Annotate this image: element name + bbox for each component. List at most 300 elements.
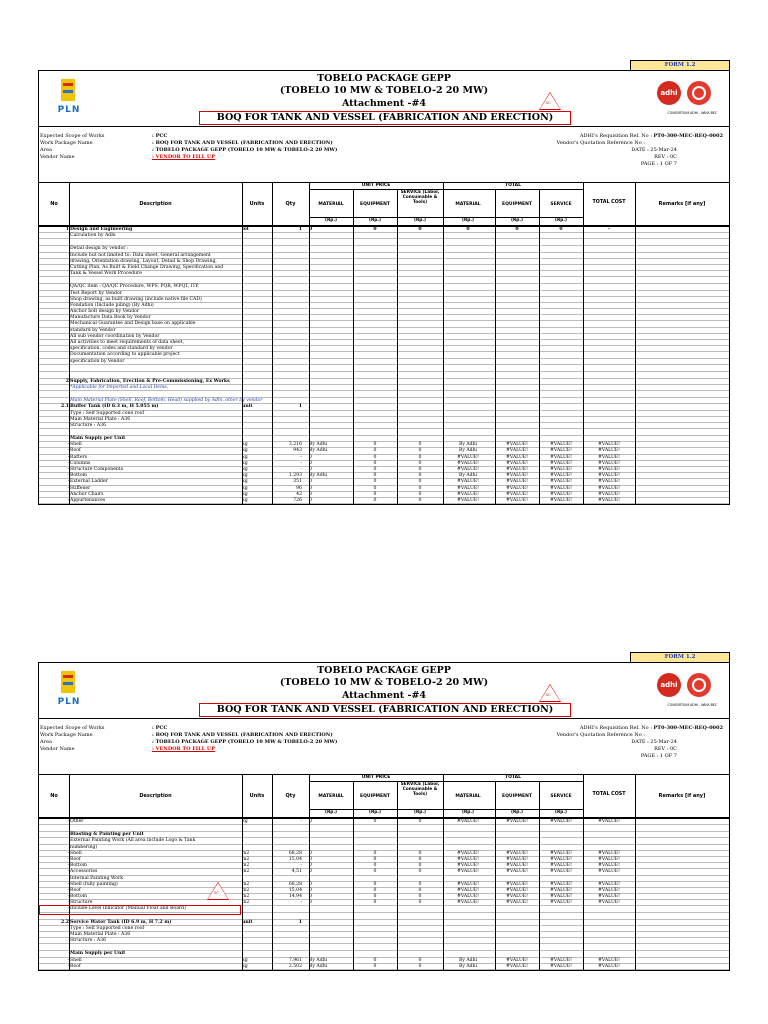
grid-line: [539, 227, 540, 504]
cell-desc: All sub vendor coordination by Vendor: [70, 333, 160, 339]
cell-ts: #VALUE!: [549, 485, 573, 491]
cell-tt: #VALUE!: [597, 497, 621, 503]
cell-desc: Anchor Chairs: [70, 491, 104, 497]
cell-no: -: [67, 856, 69, 862]
cell-ts: #VALUE!: [549, 819, 573, 824]
req-label: ADHI's Requisition Ref. No :: [579, 133, 652, 139]
rp-label: (Rp.): [369, 810, 381, 815]
cell-sv: 0: [418, 485, 422, 491]
cell-desc: Test Report by Vendor: [70, 290, 122, 296]
cell-qty: 15,04: [288, 887, 302, 893]
cell-unit: m2: [242, 863, 250, 869]
cell-tt: #VALUE!: [597, 887, 621, 893]
cell-no: -: [67, 497, 69, 503]
date-value: DATE : 25-Mar-24: [631, 147, 677, 153]
cell-tm: 0: [466, 227, 470, 232]
cell-tt: #VALUE!: [597, 963, 621, 969]
cell-ts: #VALUE!: [549, 850, 573, 856]
cell-tm: By Adhi: [458, 448, 478, 454]
cell-desc: Bottom: [70, 473, 87, 479]
cell-eq: 0: [373, 448, 377, 454]
cell-sv: 0: [418, 887, 422, 893]
cell-ts: #VALUE!: [549, 900, 573, 906]
cell-sv: 0: [418, 479, 422, 485]
cell-tm: #VALUE!: [456, 454, 480, 460]
cell-sv: 0: [418, 894, 422, 900]
cell-mat: 0: [309, 485, 312, 491]
table-row: [39, 964, 729, 970]
info-block: [39, 719, 729, 775]
cell-desc: Service Water Tank (ID 6.9 m, H 7.2 m): [70, 919, 172, 925]
cell-no: -: [67, 479, 69, 485]
cell-ts: #VALUE!: [549, 473, 573, 479]
cell-no: -: [67, 467, 69, 472]
col-total-material: MATERIAL: [455, 202, 481, 207]
cell-desc: Documentation according to applicable project: [70, 352, 180, 358]
cell-qty: 1.293: [288, 473, 302, 479]
col-total-equipment: EQUIPMENT: [502, 202, 532, 207]
cell-desc: Main Material Plate (Shell, Roof, Bottom, Head) supplied by Adhi, other by vendor: [70, 398, 263, 404]
rp-label: (Rp.): [369, 218, 381, 223]
cell-desc: Type : Self Supported cone roof: [70, 410, 145, 416]
cell-mat: 0: [309, 479, 312, 485]
cell-desc: Main Supply per Unit: [70, 436, 126, 442]
lightning-icon: [61, 79, 75, 101]
cell-mat: 0: [309, 869, 312, 875]
cell-sv: 0: [418, 473, 422, 479]
cell-unit: kg: [242, 448, 248, 454]
cell-eq: 0: [373, 900, 377, 906]
boq-title: BOQ FOR TANK AND VESSEL (FABRICATION AND ERECTION): [199, 111, 571, 125]
cell-te: #VALUE!: [505, 479, 529, 485]
cell-desc: Manufacture Data Book by Vendor: [70, 315, 151, 321]
page-value: PAGE : 1 OF 7: [640, 753, 677, 759]
table-row: [39, 819, 729, 825]
cell-eq: 0: [373, 454, 377, 460]
grid-line: [635, 819, 636, 970]
grid-line: [69, 227, 70, 504]
cell-eq: 0: [373, 442, 377, 448]
cell-mat: 0: [309, 894, 312, 900]
cell-tm: #VALUE!: [456, 467, 480, 472]
cell-qty: 14,94: [288, 894, 302, 900]
cell-ts: #VALUE!: [549, 491, 573, 497]
cell-sv: 0: [418, 497, 422, 503]
cell-tt: #VALUE!: [597, 863, 621, 869]
col-no: No: [50, 201, 58, 207]
cell-sv: 0: [418, 856, 422, 862]
cell-tm: #VALUE!: [456, 894, 480, 900]
cell-eq: 0: [373, 863, 377, 869]
cell-te: #VALUE!: [505, 963, 529, 969]
cell-tm: #VALUE!: [456, 856, 480, 862]
cell-tt: #VALUE!: [597, 460, 621, 466]
cell-no: -: [67, 473, 69, 479]
cell-qty: 7.961: [288, 957, 302, 963]
cell-desc: Anchor bolt design by Vendor: [70, 309, 140, 315]
cell-tt: #VALUE!: [597, 869, 621, 875]
grid-line: [242, 227, 243, 504]
table-spacer-row: [39, 429, 729, 436]
cell-desc: Shop drawing, as built drawing (include native file CAD): [70, 296, 202, 302]
rp-label: (Rp.): [511, 810, 523, 815]
col-unit-price: UNIT PRICE: [361, 183, 391, 188]
col-remarks: Remarks [if any]: [658, 201, 706, 207]
cell-tt: #VALUE!: [597, 957, 621, 963]
cell-eq: 0: [373, 894, 377, 900]
cell-te: #VALUE!: [505, 448, 529, 454]
boq-title: BOQ FOR TANK AND VESSEL (FABRICATION AND ERECTION): [199, 703, 571, 717]
cell-qty: -: [300, 460, 302, 466]
cell-ts: 0: [559, 227, 563, 232]
title-line-1: TOBELO PACKAGE GEPP: [317, 73, 451, 84]
req-value: PT0-300-MEC-REQ-0002: [653, 725, 723, 731]
cell-desc: Fondation (Include piling) (By Adhi): [70, 302, 154, 308]
cell-desc: Roof: [70, 856, 81, 862]
cell-unit: m2: [242, 881, 250, 887]
cell-mat: 0: [309, 454, 312, 460]
cell-ts: #VALUE!: [549, 869, 573, 875]
cell-qty: 68,28: [288, 881, 302, 887]
cell-unit: m2: [242, 869, 250, 875]
cell-te: #VALUE!: [505, 454, 529, 460]
table-spacer-row: [39, 239, 729, 246]
adhi-logo: adhi: [657, 81, 681, 105]
cell-desc: Roof: [70, 887, 81, 893]
cell-ts: #VALUE!: [549, 467, 573, 472]
cell-eq: 0: [373, 869, 377, 875]
title-line-1: TOBELO PACKAGE GEPP: [317, 665, 451, 676]
page-header: [39, 71, 729, 127]
area-value: : TOBELO PACKAGE GEPP (TOBELO 10 MW & TOBELO-2 20 MW): [152, 147, 338, 153]
cell-qty: 943: [293, 448, 302, 454]
cell-no: -: [67, 485, 69, 491]
cell-te: #VALUE!: [505, 467, 529, 472]
cell-sv: 0: [418, 850, 422, 856]
cell-qty: -: [300, 467, 302, 472]
cell-ts: #VALUE!: [549, 963, 573, 969]
cell-sv: 0: [418, 863, 422, 869]
cell-te: #VALUE!: [505, 894, 529, 900]
cell-sv: 0: [418, 454, 422, 460]
page-frame: [38, 70, 730, 505]
cell-unit: m2: [242, 856, 250, 862]
cell-sv: 0: [418, 460, 422, 466]
quote-label: Vendor's Quotation Reference No :: [556, 732, 645, 738]
cell-no: -: [67, 460, 69, 466]
table-row: [39, 359, 729, 365]
cell-sv: 0: [418, 442, 422, 448]
scope-value: : PCC: [152, 725, 168, 731]
cell-te: #VALUE!: [505, 850, 529, 856]
cell-tm: By Adhi: [458, 963, 478, 969]
cell-tm: #VALUE!: [456, 900, 480, 906]
cell-ts: #VALUE!: [549, 957, 573, 963]
cell-ts: #VALUE!: [549, 448, 573, 454]
cell-mat: 0: [309, 900, 312, 906]
cell-tt: -: [608, 227, 610, 232]
cell-te: #VALUE!: [505, 819, 529, 824]
table-spacer-row: [39, 365, 729, 372]
cell-mat: 0: [309, 819, 312, 824]
cell-sv: 0: [418, 491, 422, 497]
grid-line: [397, 227, 398, 504]
cell-no: -: [67, 963, 69, 969]
cell-mat: 0: [309, 856, 312, 862]
cell-tt: #VALUE!: [597, 900, 621, 906]
cell-mat: 0: [309, 460, 312, 466]
quote-label: Vendor's Quotation Reference No :: [556, 140, 645, 146]
col-total: TOTAL: [505, 183, 521, 188]
table-spacer-row: [39, 372, 729, 379]
cell-mat: 0: [309, 227, 313, 232]
pln-logo: [53, 671, 85, 711]
col-unit-price: UNIT PRICE: [361, 775, 391, 780]
table-spacer-row: [39, 944, 729, 951]
cell-unit: kg: [242, 442, 248, 448]
rev-mark: 0C: [546, 693, 551, 697]
cell-desc: Include Level Indicator (Manual Float and Board): [70, 906, 186, 912]
cell-te: #VALUE!: [505, 497, 529, 503]
cell-qty: 4,51: [291, 869, 302, 875]
form-tag: FORM 1.2: [630, 652, 730, 663]
cell-no: -: [67, 957, 69, 963]
cell-desc: specification, codes and standard by vendor: [70, 346, 173, 352]
cell-desc: Structure Components: [70, 467, 124, 472]
cell-tm: #VALUE!: [456, 819, 480, 824]
vendor-value: : VENDOR TO FILL UP: [152, 746, 216, 752]
consortium-text: CONSORTIUM ADHI - WIKA BEC: [667, 111, 717, 115]
rev-value: REV : 0C: [654, 154, 677, 160]
rp-label: (Rp.): [511, 218, 523, 223]
cell-unit: kg: [242, 963, 248, 969]
page-header: [39, 663, 729, 719]
cell-no: 2.1: [61, 404, 69, 410]
cell-desc: Roof: [70, 448, 81, 454]
grid-line: [443, 819, 444, 970]
revision-triangle-icon: [539, 92, 561, 110]
cell-qty: 3.216: [288, 442, 302, 448]
cell-desc: Detail design by vendor :: [70, 246, 129, 252]
cell-qty: 68,28: [288, 850, 302, 856]
partner-logos: [657, 81, 715, 121]
cell-desc: Other: [70, 819, 84, 824]
grid-line: [272, 227, 273, 504]
title-line-3: Attachment -#4: [341, 690, 427, 701]
cell-sv: 0: [418, 869, 422, 875]
col-units: Units: [249, 793, 265, 799]
grid-line: [69, 819, 70, 970]
cell-sv: 0: [418, 819, 422, 824]
cell-ts: #VALUE!: [549, 856, 573, 862]
cell-te: #VALUE!: [505, 460, 529, 466]
page-value: PAGE : 1 OF 7: [640, 161, 677, 167]
cell-no: -: [67, 900, 69, 906]
cell-desc: Shell (fully painting): [70, 881, 118, 887]
rp-label: (Rp.): [325, 810, 337, 815]
table-header: [39, 183, 729, 227]
cell-mat: 0: [309, 491, 312, 497]
col-units: Units: [249, 201, 265, 207]
cell-desc: Include but not limited to: Data sheet, General arrangement: [70, 252, 211, 258]
cell-tm: #VALUE!: [456, 869, 480, 875]
cell-eq: 0: [373, 856, 377, 862]
grid-line: [242, 819, 243, 970]
cell-tt: #VALUE!: [597, 454, 621, 460]
cell-desc: Appurtenances: [70, 497, 106, 503]
table-row: [39, 271, 729, 277]
cell-mat: 0: [309, 497, 312, 503]
revision-triangle-icon: [207, 882, 229, 900]
page-frame: [38, 662, 730, 971]
col-description: Description: [139, 793, 172, 799]
cell-tm: By Adhi: [458, 957, 478, 963]
cell-tm: By Adhi: [458, 473, 478, 479]
cell-eq: 0: [373, 887, 377, 893]
cell-no: -: [67, 850, 69, 856]
col-description: Description: [139, 201, 172, 207]
cell-tm: #VALUE!: [456, 881, 480, 887]
lightning-icon: [61, 671, 75, 693]
cell-te: #VALUE!: [505, 485, 529, 491]
cell-qty: 1: [298, 227, 302, 232]
grid-line: [495, 227, 496, 504]
col-qty: Qty: [285, 201, 296, 207]
cell-qty: -: [300, 900, 302, 906]
cell-eq: 0: [373, 957, 377, 963]
cell-tt: #VALUE!: [597, 856, 621, 862]
cell-te: #VALUE!: [505, 473, 529, 479]
req-value: PT0-300-MEC-REQ-0002: [653, 133, 723, 139]
cell-eq: 0: [373, 227, 377, 232]
cell-te: #VALUE!: [505, 491, 529, 497]
cell-te: #VALUE!: [505, 900, 529, 906]
col-total-cost: TOTAL COST: [592, 792, 626, 797]
cell-tm: #VALUE!: [456, 863, 480, 869]
cell-desc: Mechanical Guarantee and Design base on applicable: [70, 321, 196, 327]
cell-desc: Blasting & Painting per Unit: [70, 832, 144, 838]
cell-desc: External Painting Work (All area include Logo & Tank: [70, 838, 196, 844]
cell-eq: 0: [373, 850, 377, 856]
cell-no: -: [67, 819, 69, 824]
cell-no: -: [67, 869, 69, 875]
cell-tt: #VALUE!: [597, 473, 621, 479]
rp-label: (Rp.): [555, 218, 567, 223]
cell-eq: 0: [373, 491, 377, 497]
cell-tm: By Adhi: [458, 442, 478, 448]
cell-qty: 1: [298, 919, 302, 925]
cell-sv: 0: [418, 963, 422, 969]
col-equipment: EQUIPMENT: [360, 202, 390, 207]
cell-ts: #VALUE!: [549, 460, 573, 466]
cell-desc: Cutting Plan, As Built & Field Change Drawing, Specification and: [70, 264, 224, 270]
scope-label: Expected Scope of Works: [40, 725, 105, 731]
rp-label: (Rp.): [555, 810, 567, 815]
cell-tm: #VALUE!: [456, 479, 480, 485]
cell-te: #VALUE!: [505, 869, 529, 875]
cell-ts: #VALUE!: [549, 881, 573, 887]
col-total: TOTAL: [505, 775, 521, 780]
cell-sv: 0: [418, 227, 422, 232]
cell-eq: 0: [373, 963, 377, 969]
cell-tm: #VALUE!: [456, 485, 480, 491]
cell-desc: drawing, Orientation drawing, Layout, Detail & Shop Drawing,: [70, 258, 217, 264]
cell-unit: kg: [242, 497, 248, 503]
cell-unit: unit: [242, 404, 253, 410]
cell-ts: #VALUE!: [549, 454, 573, 460]
cell-no: 2.2: [61, 919, 69, 925]
cell-qty: 1: [298, 404, 302, 410]
cell-tt: #VALUE!: [597, 479, 621, 485]
cell-desc: Design and Engineering: [70, 227, 133, 232]
rev-mark: 0C: [546, 101, 551, 105]
cell-unit: unit: [242, 919, 253, 925]
cell-tt: #VALUE!: [597, 850, 621, 856]
cell-eq: 0: [373, 485, 377, 491]
cell-tm: #VALUE!: [456, 460, 480, 466]
cell-tm: #VALUE!: [456, 850, 480, 856]
cell-desc: specification by Vendor: [70, 358, 125, 364]
cell-mat: 0: [309, 863, 312, 869]
grid-line: [539, 819, 540, 970]
cell-desc: Structure: [70, 900, 93, 906]
vendor-label: Vendor Name: [40, 154, 75, 160]
cell-tm: #VALUE!: [456, 497, 480, 503]
info-block: [39, 127, 729, 183]
cell-tm: #VALUE!: [456, 491, 480, 497]
col-total-service: SERVICE: [550, 794, 572, 799]
cell-eq: 0: [373, 460, 377, 466]
grid-line: [309, 819, 310, 970]
table-row: [39, 498, 729, 504]
col-service-unit: SERVICE (Labor, Consumable & Tools): [400, 190, 440, 205]
cell-qty: 2.502: [288, 963, 302, 969]
revision-triangle-icon: [539, 684, 561, 702]
cell-qty: -: [300, 454, 302, 460]
cell-te: #VALUE!: [505, 863, 529, 869]
grid-line: [272, 819, 273, 970]
cell-no: -: [67, 894, 69, 900]
scope-label: Expected Scope of Works: [40, 133, 105, 139]
scope-value: : PCC: [152, 133, 168, 139]
cell-mat: By Adhi: [309, 473, 328, 479]
col-equipment: EQUIPMENT: [360, 794, 390, 799]
cell-desc: Stiffener: [70, 485, 91, 491]
col-material: MATERIAL: [318, 202, 344, 207]
cell-tt: #VALUE!: [597, 819, 621, 824]
table-body-2: [39, 819, 729, 970]
cell-eq: 0: [373, 473, 377, 479]
adhi-logo: adhi: [657, 673, 681, 697]
table-row: [39, 938, 729, 944]
cell-mat: 0: [309, 881, 312, 887]
cell-sv: 0: [418, 957, 422, 963]
pln-logo: [53, 79, 85, 119]
cell-desc: All activities to meet requirements of data sheet,: [70, 340, 185, 345]
cell-unit: kg: [242, 957, 248, 963]
cell-desc: numbering): [70, 844, 98, 850]
table-row: [39, 423, 729, 429]
title-line-2: (TOBELO 10 MW & TOBELO-2 20 MW): [279, 85, 489, 96]
cell-te: #VALUE!: [505, 856, 529, 862]
cell-mat: By Adhi: [309, 442, 328, 448]
cell-tt: #VALUE!: [597, 467, 621, 472]
area-value: : TOBELO PACKAGE GEPP (TOBELO 10 MW & TOBELO-2 20 MW): [152, 739, 338, 745]
cell-unit: kg: [242, 460, 248, 466]
revision-highlight-box: [39, 905, 241, 915]
cell-qty: 726: [293, 497, 302, 503]
cell-qty: -: [300, 819, 302, 824]
